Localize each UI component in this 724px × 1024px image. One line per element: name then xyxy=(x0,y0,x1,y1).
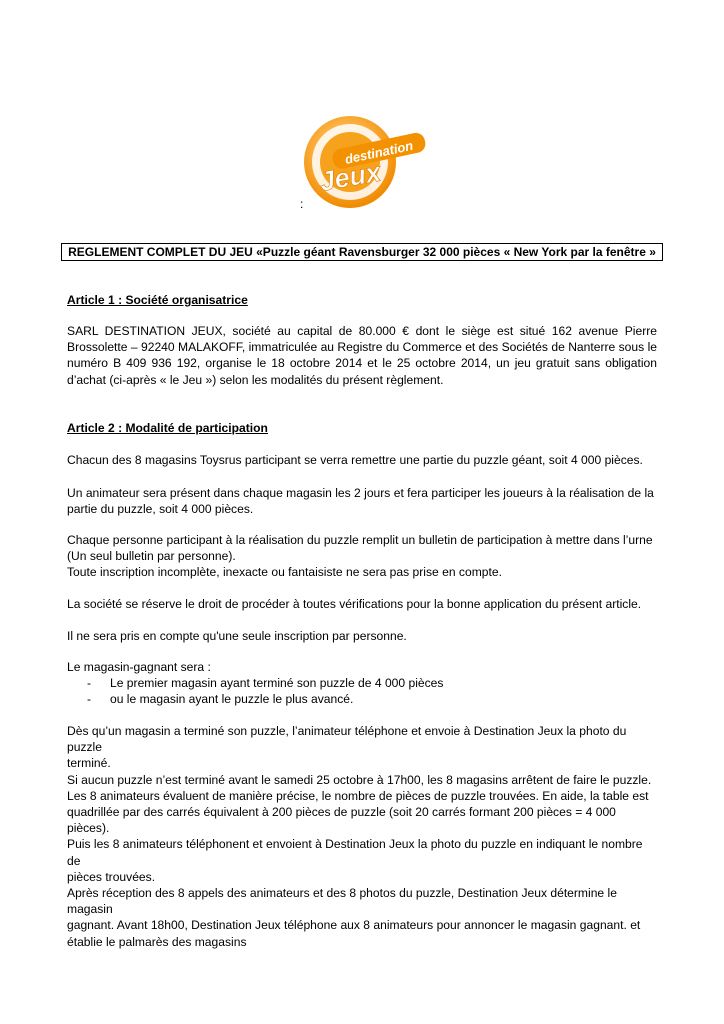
article2-paragraph-2-line-1: Un animateur sera présent dans chaque magasin les 2 jours et fera participer les joueurs à la réalisation de la xyxy=(67,486,654,500)
list-item xyxy=(87,675,647,691)
document-title: REGLEMENT COMPLET DU JEU «Puzzle géant Ravensburger 32 000 pièces « New York par la fenêtre » xyxy=(61,243,663,261)
list-item xyxy=(87,691,647,707)
article2-paragraph-3-line-1: Chaque personne participant à la réalisation du puzzle remplit un bulletin de participation à mettre dans l’urne xyxy=(67,533,653,547)
text-line: Si aucun puzzle n’est terminé avant le samedi 25 octobre à 17h00, les 8 magasins arrêtent de faire le puzzle. xyxy=(67,772,652,787)
text-line: Les 8 animateurs évaluent de manière précise, le nombre de pièces de puzzle trouvées. En aide, la table est xyxy=(67,788,649,803)
article2-final-section xyxy=(67,723,657,950)
article2-paragraph-5: Il ne sera pris en compte qu'une seule inscription par personne. xyxy=(67,629,407,643)
winner-criteria-list xyxy=(87,675,647,707)
text-line: Après réception des 8 appels des animateurs et des 8 photos du puzzle, Destination Jeux détermine le magasin xyxy=(67,886,617,917)
text-line: quadrillée par des carrés équivalent à 200 pièces de puzzle (soit 20 carrés formant 200 pièces = 4 000 pièces). xyxy=(67,805,616,836)
text-line: établie le palmarès des magasins xyxy=(67,934,247,949)
stray-colon: : xyxy=(300,197,304,211)
article2-paragraph-4: La société se réserve le droit de procéder à toutes vérifications pour la bonne application du présent article. xyxy=(67,597,642,611)
article2-paragraph-2-line-2: partie du puzzle, soit 4 000 pièces. xyxy=(67,502,254,516)
text-line: Dès qu’un magasin a terminé son puzzle, l’animateur téléphone et envoie à Destination Jeux la photo du puzzle xyxy=(67,724,627,755)
text-line: pièces trouvées. xyxy=(67,869,156,884)
destination-jeux-logo xyxy=(298,112,428,212)
text-line: gagnant. Avant 18h00, Destination Jeux téléphone aux 8 animateurs pour annoncer le magasin gagnant. et xyxy=(67,918,641,933)
logo-word-destination: destination xyxy=(343,137,415,167)
bullet-dash: - xyxy=(87,692,92,707)
logo-word-jeux: Jeux xyxy=(317,156,383,197)
article1-body xyxy=(67,323,657,389)
list-item-text: Le premier magasin ayant terminé son puzzle de 4 000 pièces xyxy=(110,676,444,690)
text-line: Puis les 8 animateurs téléphonent et envoient à Destination Jeux la photo du puzzle en indiquant le nombre de xyxy=(67,837,643,868)
list-item-text: ou le magasin ayant le puzzle le plus avancé. xyxy=(110,692,354,707)
article1-paragraph: SARL DESTINATION JEUX, société au capital de 80.000 € dont le siège est situé 162 avenue Pierre Brossolette – 92240 MALAKOFF, immatriculée au Registre du Commerce et des Sociétés de Nanterre sous le numéro B 409 936 192, organise le 18 octobre 2014 et le 25 octobre 2014, un jeu gratuit sans obligation d’achat (ci-après « le Jeu ») selon les modalités du présent règlement. xyxy=(67,324,657,387)
article2-heading: Article 2 : Modalité de participation xyxy=(67,421,268,435)
article1-heading: Article 1 : Société organisatrice xyxy=(67,293,248,307)
article2-paragraph-6: Le magasin-gagnant sera : xyxy=(67,660,211,674)
text-line: terminé. xyxy=(67,756,111,771)
article2-paragraph-1: Chacun des 8 magasins Toysrus participant se verra remettre une partie du puzzle géant, soit 4 000 pièces. xyxy=(67,453,643,467)
article2-paragraph-3-line-3: Toute inscription incomplète, inexacte ou fantaisiste ne sera pas prise en compte. xyxy=(67,565,502,579)
bullet-dash: - xyxy=(87,676,92,690)
article2-paragraph-3-line-2: (Un seul bulletin par personne). xyxy=(67,549,236,563)
